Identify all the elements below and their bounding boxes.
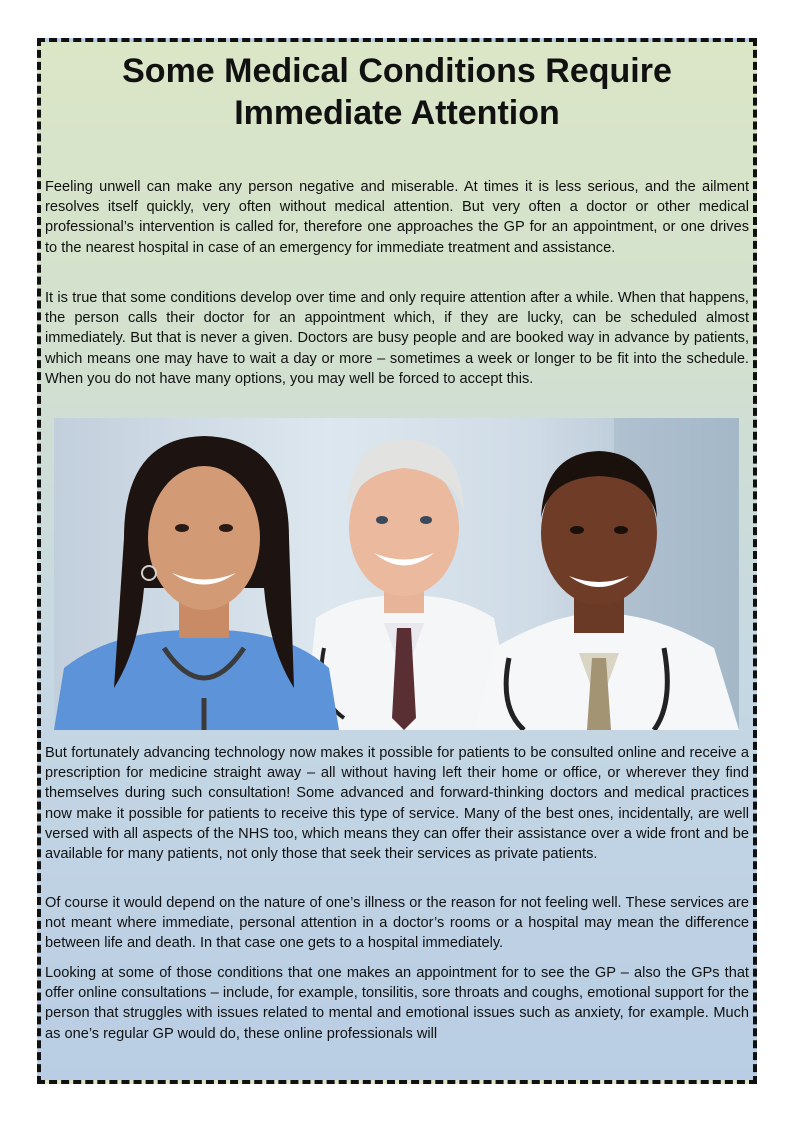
paragraph-5: Looking at some of those conditions that one makes an appointment for to see the GP – also the GPs that offer online consultations – include, for example, tonsilitis, sore throats and coughs, emotional support for the person that struggles with issues related to mental and emotional issues such as anxiety, for example. Much as one’s regular GP would do, these online professionals will <box>45 965 749 1042</box>
paragraph-2: It is true that some conditions develop over time and only require attention after a while. When that happens, the person calls their doctor for an appointment which, if they are lucky, can be scheduled almost immediately. But that is never a given. Doctors are busy people and are booked way in advance by patients, which means one may have to wait a day or more – sometimes a week or longer to be fit into the schedule. When you do not have many options, you may well be forced to accept this. <box>45 290 749 387</box>
page-title <box>41 42 753 134</box>
page-frame <box>37 38 757 1084</box>
doctors-illustration <box>54 418 739 730</box>
paragraph-4: Of course it would depend on the nature of one’s illness or the reason for not feeling well. These services are not meant where immediate, personal attention in a doctor’s rooms or a hospital may mean the difference between life and death. In that case one gets to a hospital immediately. <box>45 895 749 952</box>
title-line-2: Immediate Attention <box>234 94 560 132</box>
doctor-center <box>304 440 516 730</box>
paragraph-3: But fortunately advancing technology now makes it possible for patients to be consulted online and receive a prescription for medicine straight away – all without having left their home or office, or wherever they find themselves during such consultation! Some advanced and forward-thinking doctors and medical practices now make it possible for patients to receive this type of service. Many of the best ones, incidentally, are well versed with all aspects of the NHS too, which means they can offer their assistance over a wide front and be available for many patients, not only those that seek their services as private patients. <box>45 745 749 863</box>
doctors-photo <box>54 418 739 730</box>
doctor-left <box>54 436 339 730</box>
title-line-1: Some Medical Conditions Require <box>122 52 672 90</box>
paragraph-1: Feeling unwell can make any person negative and miserable. At times it is less serious, and the ailment resolves itself quickly, very often without medical attention. But very often a doctor or other medical professional’s intervention is called for, therefore one approaches the GP for an appointment, or one drives to the nearest hospital in case of an emergency for immediate treatment and assistance. <box>45 179 749 256</box>
